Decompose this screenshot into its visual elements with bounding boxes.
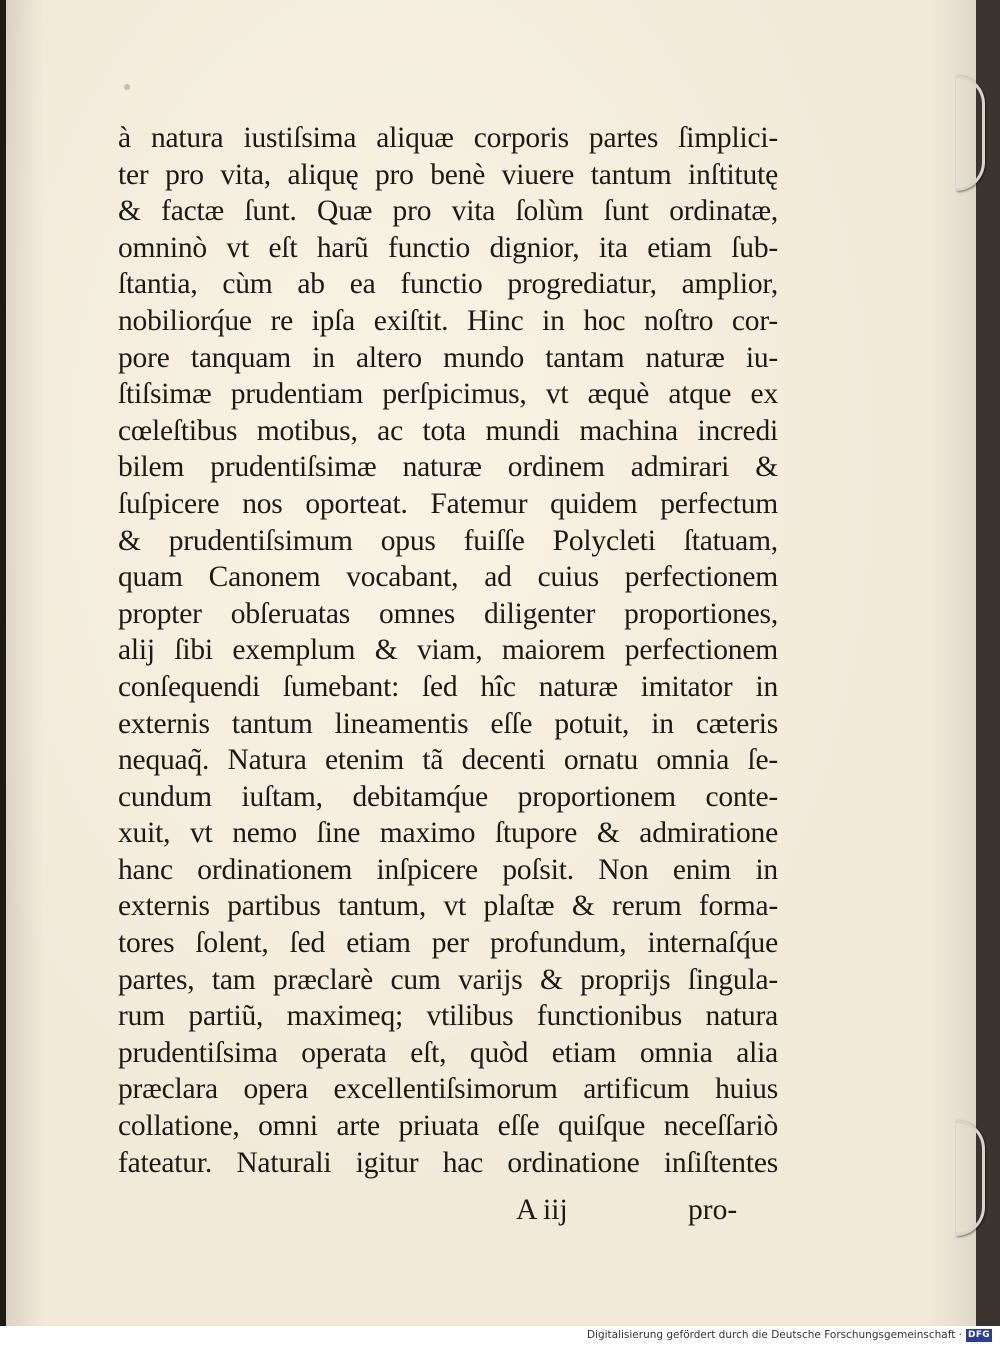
text-line: tores ſolent, ſed etiam per profundum, internaſq́ue (118, 927, 778, 960)
text-line: cundum iuſtam, debitamq́ue proportionem conte- (118, 780, 778, 813)
text-line: externis partibus tantum, vt plaſtæ & rerum forma- (118, 890, 778, 923)
dfg-logo: DFG (966, 1329, 992, 1342)
text-line: conſequendi ſumebant: ſed hîc naturæ imitator in (118, 670, 778, 703)
text-line: rum partiũ, maximeq; vtilibus functionibus natura (118, 1000, 778, 1033)
page-clip-bottom (956, 1120, 985, 1236)
text-line: alij ſibi exemplum & viam, maiorem perfectionem (118, 634, 778, 667)
paper-stain (124, 84, 130, 90)
text-line: præclara opera excellentiſsimorum artificum huius (118, 1073, 778, 1106)
digitization-footer (0, 1326, 1000, 1346)
scanner-frame-right (976, 0, 1000, 1326)
text-line: cœleſtibus motibus, ac tota mundi machina incredi (118, 414, 778, 447)
text-line: propter obſeruatas omnes diligenter proportiones, (118, 597, 778, 630)
text-line: partes, tam præclarè cum varijs & proprijs ſingula- (118, 963, 778, 996)
text-line: fateatur. Naturali igitur hac ordinatione inſiſtentes (118, 1146, 778, 1179)
text-line: & prudentiſsimum opus fuiſſe Polycleti ſtatuam, (118, 524, 778, 557)
text-line: externis tantum lineamentis eſſe potuit, in cæteris (118, 707, 778, 740)
text-line: prudentiſsima operata eſt, quòd etiam omnia alia (118, 1036, 778, 1069)
text-line: bilem prudentiſsimæ naturæ ordinem admirari & (118, 451, 778, 484)
text-line: omninò vt eſt harũ functio dignior, ita etiam ſub- (118, 231, 778, 264)
text-line: ſtantia, cùm ab ea functio progrediatur, amplior, (118, 268, 778, 301)
page-footer-line (118, 1194, 748, 1230)
text-line: nequaq̃. Natura etenim tã decenti ornatu omnia ſe- (118, 744, 778, 777)
text-line: ſuſpicere nos oporteat. Fatemur quidem perfectum (118, 487, 778, 520)
page-clip-top (956, 75, 985, 191)
book-page (6, 0, 977, 1326)
funding-credit: Digitalisierung gefördert durch die Deutsche Forschungsgemeinschaft · (586, 1329, 962, 1341)
text-line: collatione, omni arte priuata eſſe quiſque neceſſariò (118, 1110, 778, 1143)
text-line: nobiliorq́ue re ipſa exiſtit. Hinc in hoc noſtro cor- (118, 304, 778, 337)
text-line: ſtiſsimæ prudentiam perſpicimus, vt æquè atque ex (118, 378, 778, 411)
text-line: xuit, vt nemo ſine maximo ſtupore & admiratione (118, 817, 778, 850)
text-line: & factæ ſunt. Quæ pro vita ſolùm ſunt ordinatæ, (118, 195, 778, 228)
catchword: pro- (688, 1194, 738, 1226)
text-line: hanc ordinationem inſpicere poſsit. Non enim in (118, 853, 778, 886)
signature-mark: A iij (516, 1194, 568, 1226)
text-line: quam Canonem vocabant, ad cuius perfectionem (118, 561, 778, 594)
text-line: pore tanquam in altero mundo tantam naturæ iu- (118, 341, 778, 374)
text-line: à natura iustiſsima aliquæ corporis partes ſimplici- (118, 122, 778, 154)
body-text (118, 120, 778, 1181)
text-line: ter pro vita, aliquę pro benè viuere tantum inſtitutę (118, 158, 778, 191)
